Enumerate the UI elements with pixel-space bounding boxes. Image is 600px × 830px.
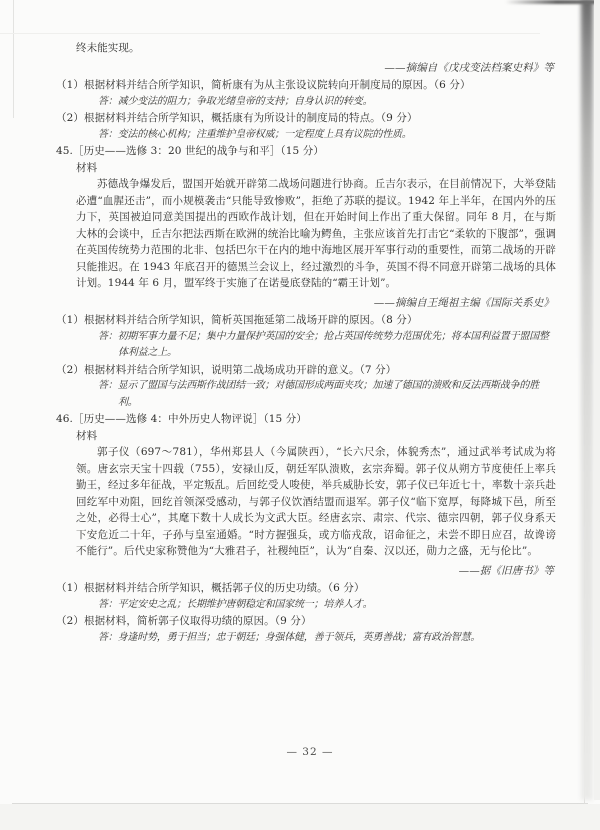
page-curl-shadow-top bbox=[505, 0, 600, 4]
scan-background-strip bbox=[0, 804, 600, 830]
scan-edge-top-line bbox=[0, 33, 540, 34]
page-curl-shadow-right bbox=[581, 0, 593, 800]
page-number: — 32 — bbox=[286, 746, 334, 758]
scan-edge-left-line bbox=[13, 0, 14, 118]
question-44-2: （2）根据材料并结合所学知识，概括康有为所设计的制度局的特点。（9 分） bbox=[56, 112, 418, 124]
paragraph-continuation: 终未能实现。 bbox=[76, 42, 140, 54]
answer-45-1: 答：初期军事力量不足；集中力量保护英国的安全；抢占英国传统势力范围优先；将本国利益置于盟国整体利益之上。 bbox=[98, 330, 549, 358]
question-46-1: （1）根据材料并结合所学知识，概括郭子仪的历史功绩。（6 分） bbox=[56, 582, 365, 594]
source-citation-q45: ——摘编自王绳祖主编《国际关系史》 bbox=[373, 296, 554, 309]
question-45-heading: 45.［历史——选修 3：20 世纪的战争与和平］（15 分） bbox=[56, 145, 324, 157]
answer-44-1: 答：减少变法的阻力；争取光绪皇帝的支持；自身认识的转变。 bbox=[98, 95, 373, 107]
material-label-45: 材料 bbox=[76, 161, 98, 174]
question-44-1: （1）根据材料并结合所学知识，简析康有为从主张设议院转向开制度局的原因。（6 分） bbox=[56, 79, 471, 91]
answer-46-2: 答：身逢时势，勇于担当；忠于朝廷；身强体健，善于领兵，英勇善战；富有政治智慧。 bbox=[98, 631, 481, 643]
question-46-2: （2）根据材料，简析郭子仪取得功绩的原因。（9 分） bbox=[56, 615, 312, 627]
answer-46-1: 答：平定安史之乱；长期维护唐朝稳定和国家统一；培养人才。 bbox=[98, 598, 373, 610]
question-45-2: （2）根据材料并结合所学知识，说明第二战场成功开辟的意义。（7 分） bbox=[56, 363, 397, 376]
answer-45-2: 答：显示了盟国与法西斯作战团结一致；对德国形成两面夹攻；加速了德国的溃败和反法西斯战争的胜利。 bbox=[98, 380, 539, 408]
document-content bbox=[56, 40, 556, 646]
question-46-heading: 46.［历史——选修 4：中外历史人物评说］（15 分） bbox=[56, 413, 307, 425]
source-citation-q44: ——摘编自《戊戌变法档案史料》等 bbox=[384, 61, 554, 74]
material-text-45: 苏德战争爆发后，盟国开始就开辟第二战场问题进行协商。丘吉尔表示，在目前情况下，大举登陆必遭“血腥还击”，而小规模袭击“只能导致惨败”，拒绝了苏联的提议。1942 年上半年，在国内外的压力下，英国被迫同意美国提出的西欧作战计划，但在开始时间上作出了重大保留。同年 8 月，在与斯大林的会谈中，丘吉尔把法西斯在欧洲的统治比喻为鳄鱼，主张应该首先打击它“柔软的下腹部”，强调在英国传统势力范围的北非、包括巴尔干在内的地中海地区展开军事行动的重要性，而第二战场的开辟只能推迟。在 1943 年底召开的德黑兰会议上，经过激烈的斗争，英国不得不同意开辟第二战场的具体计划。1944 年 6 月，盟军终于实施了在诺曼底登陆的“霸王计划”。 bbox=[76, 178, 556, 289]
material-text-46: 郭子仪（697～781），华州郑县人（今属陕西），“长六尺余，体貌秀杰”，通过武举考试成为将领。唐玄宗天宝十四载（755），安禄山反，朝廷军队溃败，玄宗奔蜀。郭子仪从朔方节度使任上率兵勤王，经过多年征战，平定叛乱。后回纥受人唆使，举兵威胁长安，郭子仪已年近七十，率数十亲兵赴回纥军中劝阻，回纥首领深受感动，与郭子仪饮酒结盟而退军。郭子仪“临下宽厚，每降城下邑，所至之处，必得士心”，其麾下数十人成长为文武大臣。经唐玄宗、肃宗、代宗、德宗四朝，郭子仪身系天下安危近二十年，子孙与皇室通婚。“时方握强兵，或方临戎敌，诏命征之，未尝不即日应召，故谗谤不能行”。后代史家称赞他为“大雅君子，社稷纯臣”，认为“自秦、汉以还，勋力之盛，无与伦比”。 bbox=[76, 446, 556, 557]
material-label-46: 材料 bbox=[76, 429, 98, 442]
answer-44-2: 答：变法的核心机构；注重维护皇帝权威；一定程度上具有议院的性质。 bbox=[98, 128, 412, 140]
source-citation-q46: ——据《旧唐书》等 bbox=[458, 564, 554, 577]
question-45-1: （1）根据材料并结合所学知识，简析英国拖延第二战场开辟的原因。（8 分） bbox=[56, 314, 418, 326]
page-edge-highlight bbox=[594, 0, 600, 800]
